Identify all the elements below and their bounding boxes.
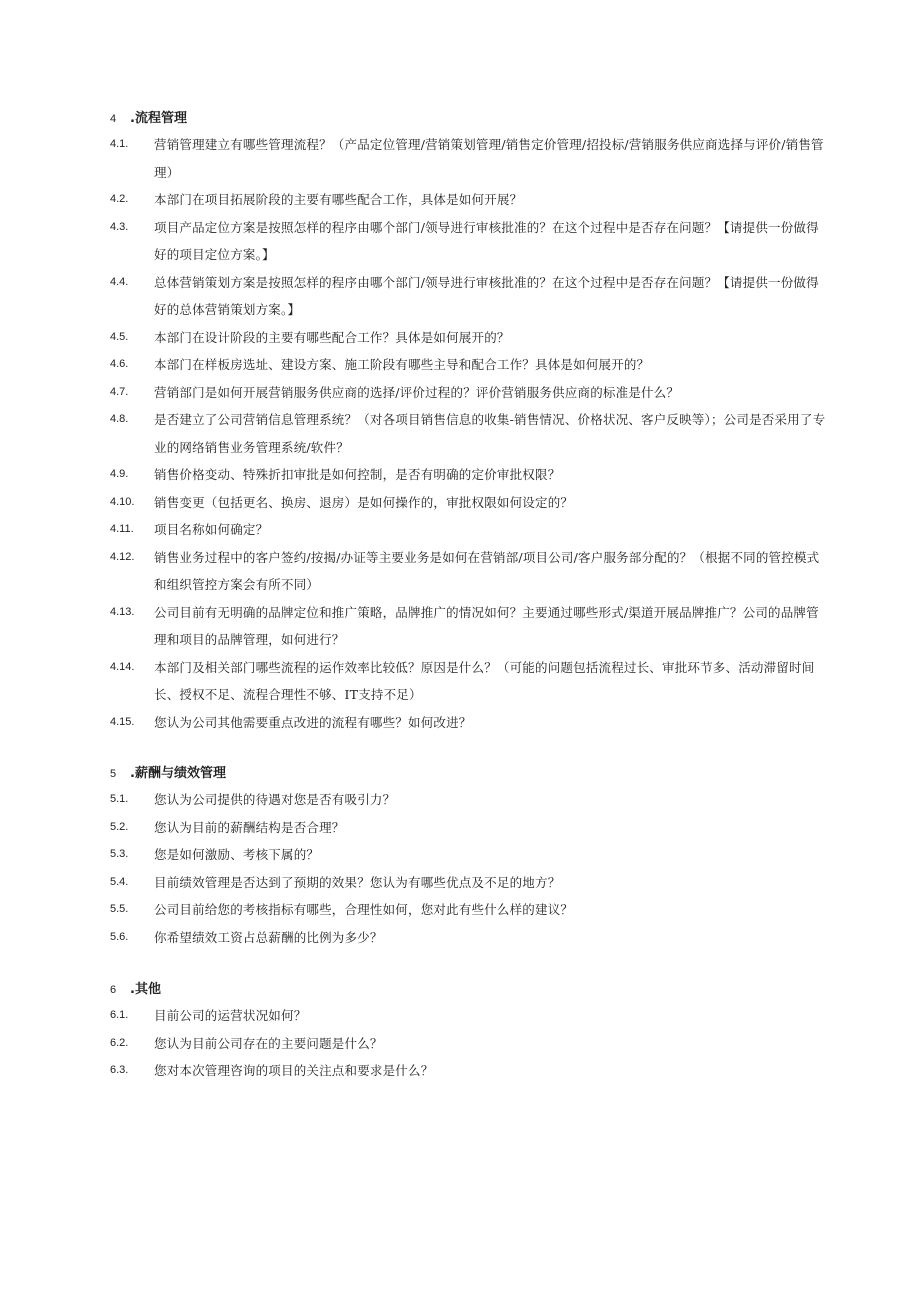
item-number: 4.4. <box>110 275 129 288</box>
item-number: 5.5. <box>110 903 129 915</box>
list-item <box>110 131 830 186</box>
item-number: 6.3. <box>110 1064 129 1076</box>
item-number: 6.2. <box>110 1036 129 1049</box>
item-text: 目前绩效管理是否达到了预期的效果？您认为有哪些优点及不足的地方？ <box>154 874 561 890</box>
item-number: 4.8. <box>110 413 129 425</box>
section-title: .其他 <box>130 982 161 997</box>
item-text: 总体营销策划方案是按照怎样的程序由哪个部门/领导进行审核批准的？在这个过程中是否存在问题？【请提供一份做得好的总体营销策划方案。】 <box>154 274 819 317</box>
item-number: 5.1. <box>110 793 129 805</box>
item-number: 4.10. <box>110 495 135 508</box>
section-title: .流程管理 <box>130 111 187 126</box>
item-text: 销售业务过程中的客户签约/按揭/办证等主要业务是如何在营销部/项目公司/客户服务部分配的？（根据不同的管控模式和组织管控方案会有所不同） <box>154 549 820 592</box>
item-number: 5.2. <box>110 820 129 833</box>
item-text: 是否建立了公司营销信息管理系统？（对各项目销售信息的收集-销售情况、价格状况、客户反映等）；公司是否采用了专业的网络销售业务管理系统/软件？ <box>154 412 826 455</box>
item-number: 5.4. <box>110 875 129 888</box>
item-text: 销售变更（包括更名、换房、退房）是如何操作的，审批权限如何设定的？ <box>154 494 574 510</box>
list-item <box>110 406 830 461</box>
item-number: 4.3. <box>110 220 129 233</box>
section-number: 5 <box>110 768 117 780</box>
item-text: 您认为目前的薪酬结构是否合理？ <box>154 819 345 835</box>
item-number: 4.11. <box>110 523 134 535</box>
item-number: 5.6. <box>110 930 129 943</box>
item-text: 销售价格变动、特殊折扣审批是如何控制，是否有明确的定价审批权限？ <box>154 467 561 482</box>
list-item <box>110 214 830 269</box>
section-number: 4 <box>110 113 117 125</box>
item-text: 本部门在项目拓展阶段的主要有哪些配合工作，具体是如何开展？ <box>154 192 523 207</box>
item-text: 本部门在设计阶段的主要有哪些配合工作？具体是如何展开的？ <box>154 329 510 345</box>
item-text: 目前公司的运营状况如何？ <box>154 1008 307 1023</box>
item-number: 5.3. <box>110 848 129 860</box>
list-item <box>110 924 830 952</box>
item-text: 公司目前有无明确的品牌定位和推广策略，品牌推广的情况如何？主要通过哪些形式/渠道开展品牌推广？公司的品牌管理和项目的品牌管理，如何进行？ <box>154 604 819 647</box>
list-item <box>110 1002 830 1030</box>
list-item <box>110 1057 830 1085</box>
section-heading <box>110 763 830 785</box>
list-item <box>110 324 830 352</box>
item-number: 4.15. <box>110 715 135 728</box>
list-item <box>110 379 830 407</box>
item-number: 4.7. <box>110 385 129 398</box>
item-text: 项目名称如何确定？ <box>154 522 269 537</box>
section-heading <box>110 979 830 1001</box>
item-number: 4.6. <box>110 358 129 370</box>
list-item <box>110 351 830 379</box>
item-text: 您认为目前公司存在的主要问题是什么？ <box>154 1035 383 1051</box>
item-text: 您认为公司其他需要重点改进的流程有哪些？如何改进？ <box>154 714 472 730</box>
item-text: 你希望绩效工资占总薪酬的比例为多少？ <box>154 929 383 945</box>
section-other <box>110 979 830 1085</box>
item-text: 本部门及相关部门哪些流程的运作效率比较低？原因是什么？（可能的问题包括流程过长、审批环节多、活动滞留时间长、授权不足、流程合理性不够、IT支持不足） <box>154 659 815 702</box>
list-item <box>110 544 830 599</box>
item-text: 公司目前给您的考核指标有哪些，合理性如何，您对此有些什么样的建议？ <box>154 902 574 917</box>
list-item <box>110 186 830 214</box>
item-text: 您是如何激励、考核下属的？ <box>154 847 320 862</box>
section-compensation-performance <box>110 763 830 951</box>
item-number: 6.1. <box>110 1009 129 1021</box>
list-item <box>110 814 830 842</box>
item-number: 4.9. <box>110 468 129 480</box>
list-item <box>110 269 830 324</box>
item-text: 您对本次管理咨询的项目的关注点和要求是什么？ <box>154 1063 434 1078</box>
list-item <box>110 654 830 709</box>
list-item <box>110 461 830 489</box>
list-item <box>110 489 830 517</box>
list-item <box>110 896 830 924</box>
item-text: 项目产品定位方案是按照怎样的程序由哪个部门/领导进行审核批准的？在这个过程中是否存在问题？【请提供一份做得好的项目定位方案。】 <box>154 219 819 262</box>
list-item <box>110 1030 830 1058</box>
item-text: 本部门在样板房选址、建设方案、施工阶段有哪些主导和配合工作？具体是如何展开的？ <box>154 357 650 372</box>
section-process-management <box>110 108 830 736</box>
item-text: 营销部门是如何开展营销服务供应商的选择/评价过程的？评价营销服务供应商的标准是什么？ <box>154 384 680 400</box>
item-number: 4.13. <box>110 605 135 618</box>
list-item <box>110 869 830 897</box>
list-item <box>110 786 830 814</box>
item-text: 营销管理建立有哪些管理流程？（产品定位管理/营销策划管理/销售定价管理/招投标/营销服务供应商选择与评价/销售管理） <box>154 137 824 180</box>
item-number: 4.5. <box>110 330 129 343</box>
list-item <box>110 599 830 654</box>
item-number: 4.12. <box>110 550 135 563</box>
section-number: 6 <box>110 984 117 996</box>
list-item <box>110 516 830 544</box>
section-title: .薪酬与绩效管理 <box>130 766 226 781</box>
item-text: 您认为公司提供的待遇对您是否有吸引力？ <box>154 792 396 807</box>
section-heading <box>110 108 830 130</box>
item-number: 4.14. <box>110 660 135 673</box>
item-number: 4.2. <box>110 193 129 205</box>
list-item <box>110 841 830 869</box>
item-number: 4.1. <box>110 138 129 150</box>
list-item <box>110 709 830 737</box>
